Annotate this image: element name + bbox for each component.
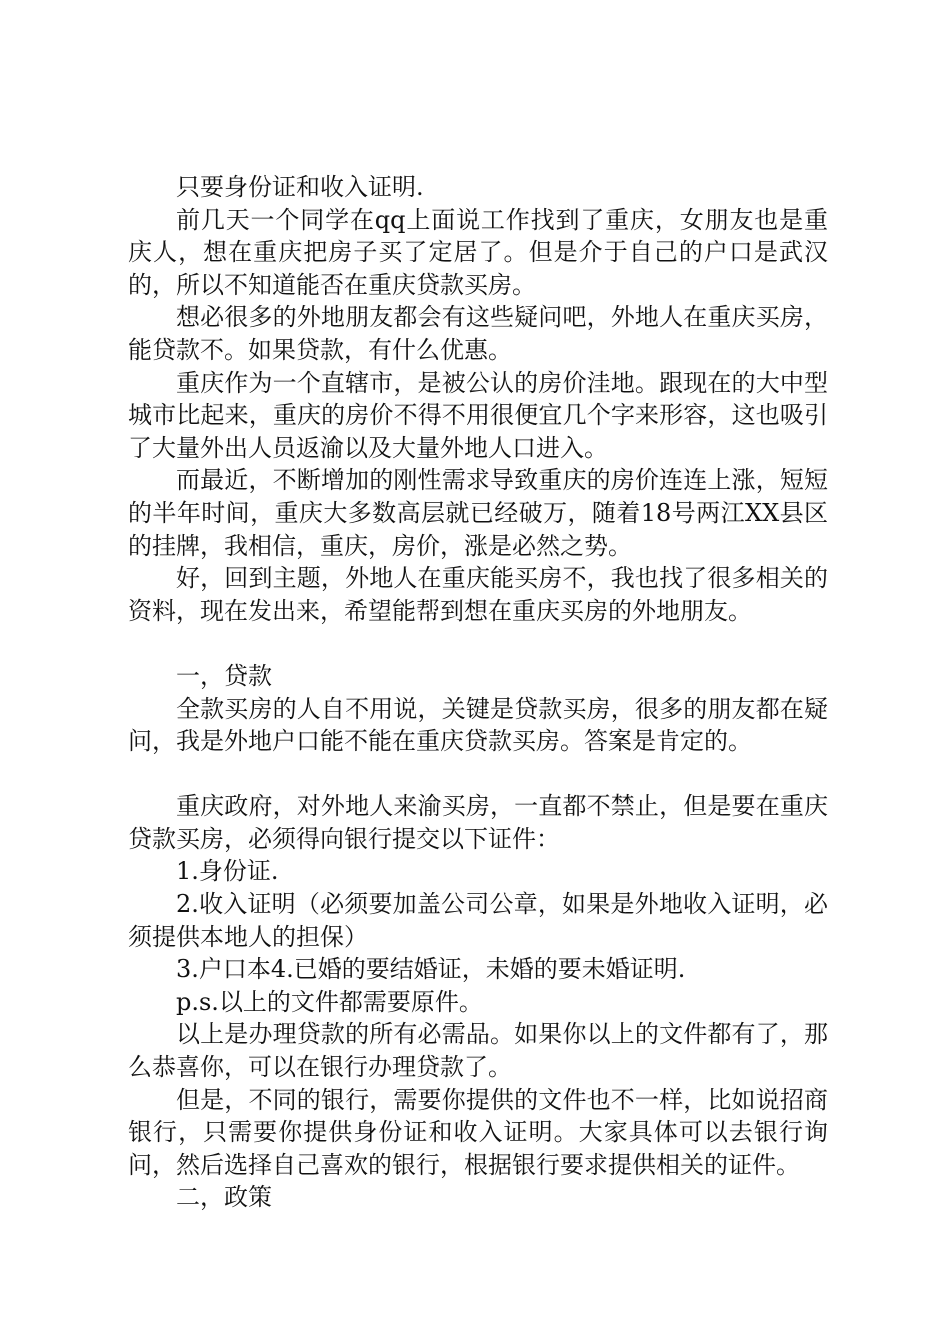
blank-line bbox=[128, 627, 828, 660]
paragraph-ps-note: p.s.以上的文件都需要原件。 bbox=[176, 987, 483, 1016]
paragraph-price-lowland: 重庆作为一个直辖市，是被公认的房价洼地。跟现在的大中型城市比起来，重庆的房价不得不用很便宜几个字来形容，这也吸引了大量外出人员返渝以及大量外地人口进入。 bbox=[128, 368, 828, 462]
list-item-household-register: 3.户口本4.已婚的要结婚证，未婚的要未婚证明. bbox=[176, 955, 686, 984]
paragraph-price-rise: 而最近，不断增加的刚性需求导致重庆的房价连连上涨，短短的半年时间，重庆大多数高层就已经破万，随着18号两江XX县区的挂牌，我相信，重庆，房价，涨是必然之势。 bbox=[128, 466, 828, 560]
paragraph-topic: 好，回到主题，外地人在重庆能买房不，我也找了很多相关的资料，现在发出来，希望能帮到想在重庆买房的外地朋友。 bbox=[128, 564, 828, 625]
paragraph-question: 想必很多的外地朋友都会有这些疑问吧，外地人在重庆买房，能贷款不。如果贷款，有什么优惠。 bbox=[128, 303, 828, 364]
document-body bbox=[128, 171, 828, 1214]
blank-line bbox=[128, 758, 828, 791]
list-item-income-proof: 2.收入证明（必须要加盖公司公章，如果是外地收入证明，必须提供本地人的担保） bbox=[128, 890, 828, 951]
paragraph-classmate-story: 前几天一个同学在qq上面说工作找到了重庆，女朋友也是重庆人，想在重庆把房子买了定居了。但是介于自己的户口是武汉的，所以不知道能否在重庆贷款买房。 bbox=[128, 205, 828, 299]
paragraph-requirements: 只要身份证和收入证明. bbox=[176, 173, 424, 201]
section-heading-loan: 一，贷款 bbox=[176, 661, 272, 690]
paragraph-necessities: 以上是办理贷款的所有必需品。如果你以上的文件都有了，那么恭喜你，可以在银行办理贷款了。 bbox=[128, 1020, 828, 1082]
paragraph-different-banks: 但是，不同的银行，需要你提供的文件也不一样，比如说招商银行，只需要你提供身份证和收入证明。大家具体可以去银行询问，然后选择自己喜欢的银行，根据银行要求提供相关的证件。 bbox=[128, 1085, 828, 1179]
paragraph-full-payment: 全款买房的人自不用说，关键是贷款买房，很多的朋友都在疑问，我是外地户口能不能在重庆贷款买房。答案是肯定的。 bbox=[128, 694, 828, 756]
list-item-id-card: 1.身份证. bbox=[176, 857, 279, 886]
section-heading-policy: 二，政策 bbox=[176, 1183, 272, 1212]
paragraph-government: 重庆政府，对外地人来渝买房，一直都不禁止，但是要在重庆贷款买房，必须得向银行提交以下证件： bbox=[128, 792, 828, 853]
